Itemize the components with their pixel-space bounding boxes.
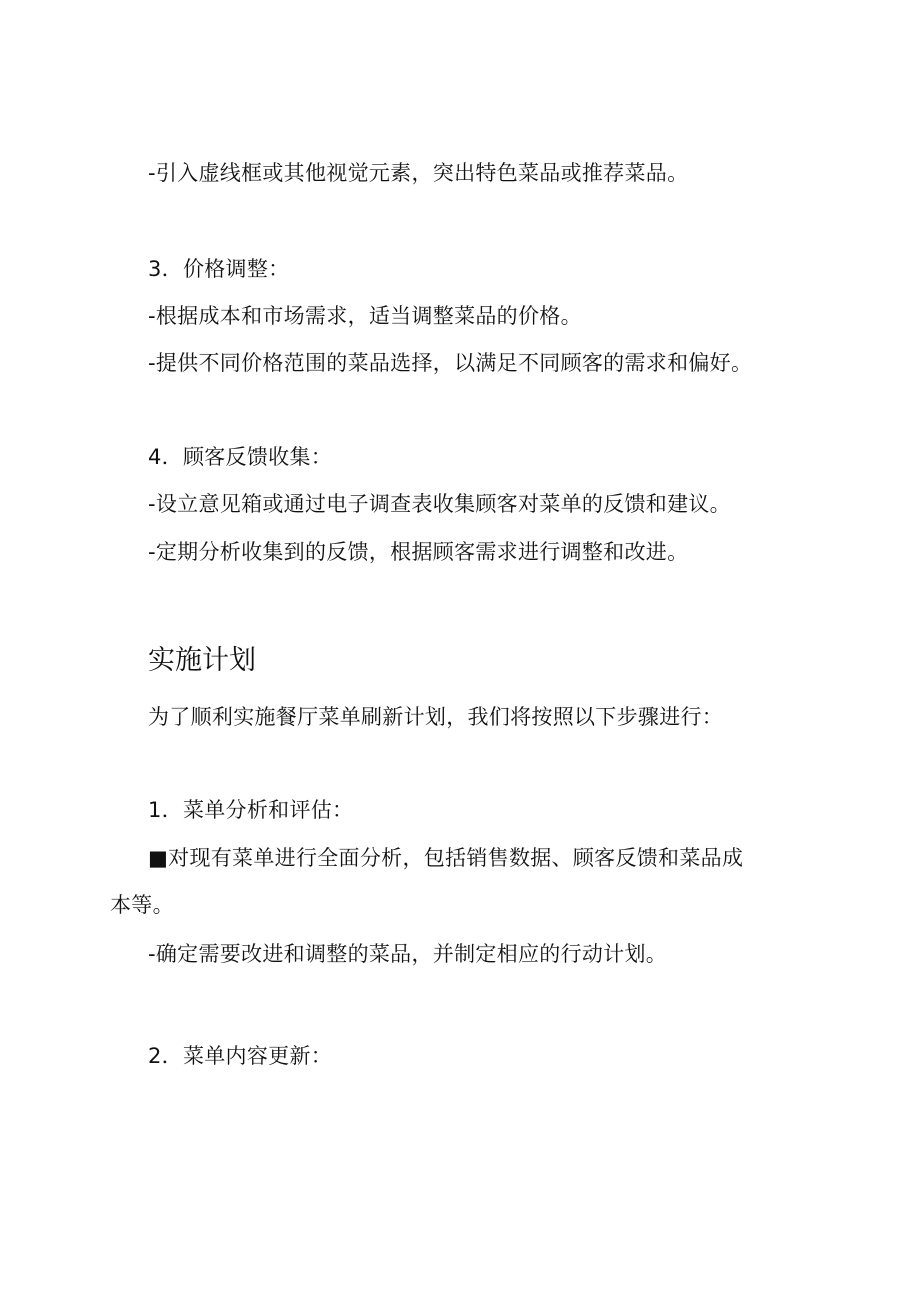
bullet-highlight-dishes: -引入虚线框或其他视觉元素，突出特色菜品或推荐菜品。 (148, 161, 689, 185)
bullet-adjust-prices: -根据成本和市场需求，适当调整菜品的价格。 (148, 304, 582, 328)
bullet-suggestion-box: -设立意见箱或通过电子调查表收集顾客对菜单的反馈和建议。 (148, 492, 731, 516)
bullet-price-range-options: -提供不同价格范围的菜品选择，以满足不同顾客的需求和偏好。 (148, 351, 753, 375)
section-heading: 实施计划 (148, 645, 256, 676)
step-2-title: 2．菜单内容更新： (148, 1044, 333, 1068)
step-1-bullet-1-line-1: ■对现有菜单进行全面分析，包括销售数据、顾客反馈和菜品成 (148, 846, 744, 870)
item-3-price-adjustment-title: 3．价格调整： (148, 257, 290, 281)
item-4-feedback-title: 4．顾客反馈收集： (148, 445, 333, 469)
bullet-analyze-feedback: -定期分析收集到的反馈，根据顾客需求进行调整和改进。 (148, 540, 689, 564)
step-1-bullet-2: -确定需要改进和调整的菜品，并制定相应的行动计划。 (148, 942, 668, 966)
section-intro: 为了顺利实施餐厅菜单刷新计划，我们将按照以下步骤进行： (148, 705, 724, 729)
step-1-title: 1．菜单分析和评估： (148, 798, 354, 822)
step-1-bullet-1-line-2: 本等。 (110, 893, 174, 917)
